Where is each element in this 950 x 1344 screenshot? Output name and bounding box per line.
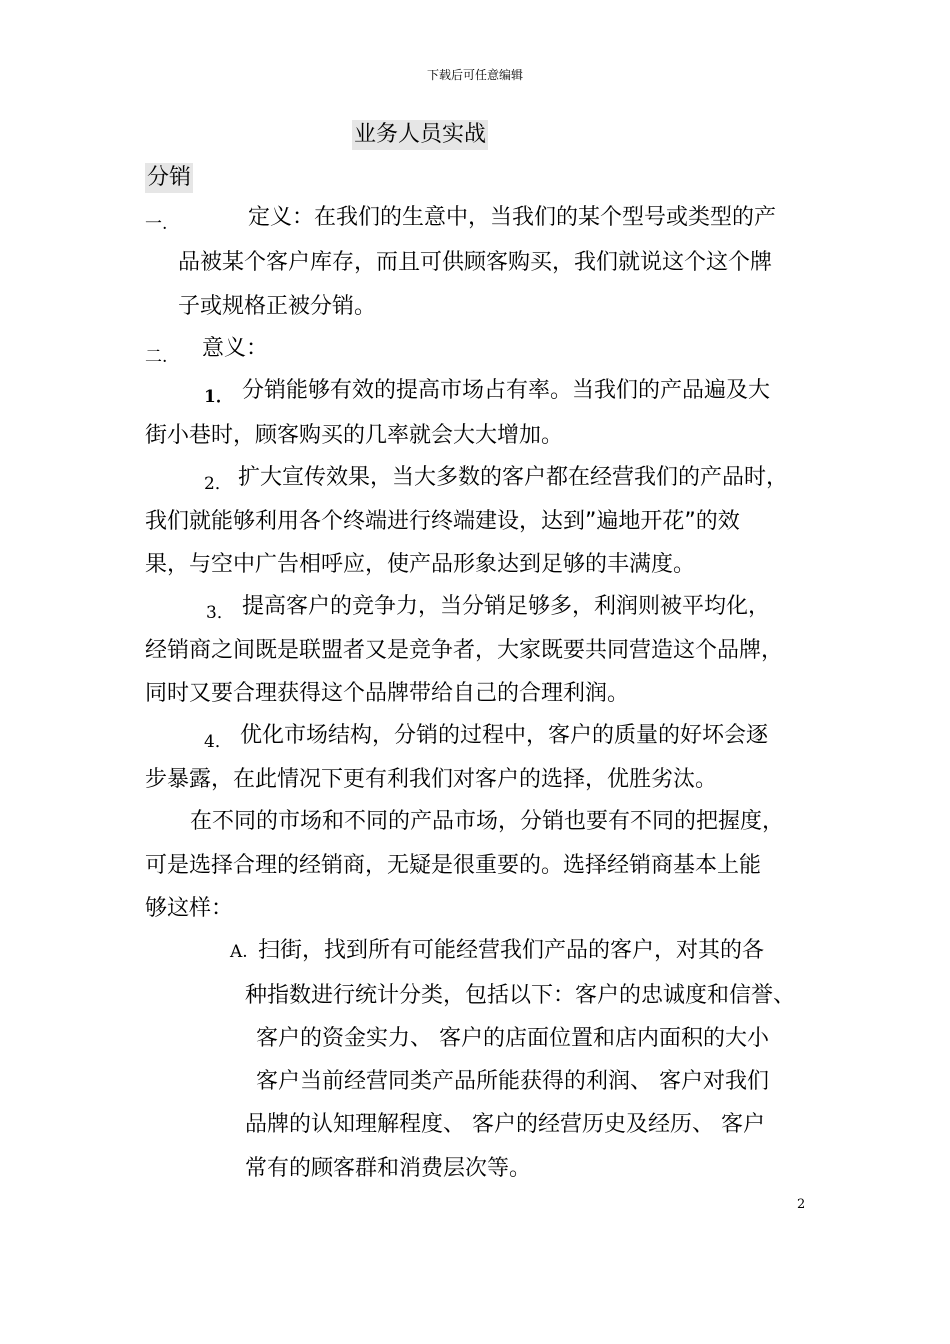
- point-4-line-2: 步暴露，在此情况下更有利我们对客户的选择，优胜劣汰。: [145, 767, 718, 792]
- point-3-line-1: 提高客户的竞争力，当分销足够多，利润则被平均化，: [242, 594, 771, 619]
- point-1-line-2: 街小巷时，顾客购买的几率就会大大增加。: [145, 423, 564, 448]
- section-heading: 分销: [145, 163, 193, 193]
- paragraph-line-1: 在不同的市场和不同的产品市场，分销也要有不同的把握度，: [190, 809, 785, 834]
- point-2-line-1: 扩大宣传效果，当大多数的客户都在经营我们的产品时，: [238, 465, 789, 490]
- page-header-note: 下载后可任意编辑: [426, 68, 523, 82]
- page-number: 2: [797, 1197, 806, 1212]
- point-4-number: 4．: [204, 732, 232, 752]
- document-title: 业务人员实战: [352, 120, 488, 150]
- item-one-line-2: 品被某个客户库存，而且可供顾客购买，我们就说这个这个牌: [178, 250, 773, 275]
- point-1-number: 1．: [204, 387, 233, 407]
- point-4-line-1: 优化市场结构，分销的过程中，客户的质量的好坏会逐: [240, 723, 769, 748]
- point-1-line-1: 分销能够有效的提高市场占有率。当我们的产品遍及大: [242, 378, 771, 403]
- item-a-line-5: 品牌的认知理解程度、 客户的经营历史及经历、 客户: [245, 1112, 765, 1137]
- item-a-marker: A.: [230, 942, 248, 962]
- item-one-line-1: 定义：在我们的生意中，当我们的某个型号或类型的产: [248, 205, 777, 230]
- item-a-line-1: 扫街，找到所有可能经营我们产品的客户，对其的各: [258, 938, 765, 963]
- point-3-line-2: 经销商之间既是联盟者又是竞争者，大家既要共同营造这个品牌，: [145, 638, 784, 663]
- point-2-line-2: 我们就能够利用各个终端进行终端建设，达到”遍地开花”的效: [145, 509, 740, 534]
- item-two-marker: 二.: [145, 347, 168, 367]
- item-one-line-3: 子或规格正被分销。: [178, 294, 377, 319]
- paragraph-line-2: 可是选择合理的经销商，无疑是很重要的。选择经销商基本上能: [145, 853, 762, 878]
- point-2-line-3: 果，与空中广告相呼应，使产品形象达到足够的丰满度。: [145, 552, 696, 577]
- item-a-line-2: 种指数进行统计分类，包括以下：客户的忠诚度和信誉、: [245, 983, 796, 1008]
- item-two-label: 意义：: [202, 336, 269, 361]
- point-2-number: 2．: [204, 474, 232, 494]
- item-a-line-3: 客户的资金实力、 客户的店面位置和店内面积的大小: [256, 1026, 769, 1051]
- point-3-line-3: 同时又要合理获得这个品牌带给自己的合理利润。: [145, 681, 630, 706]
- item-one-marker: 一.: [145, 214, 168, 234]
- point-3-number: 3．: [206, 603, 234, 623]
- item-a-line-6: 常有的顾客群和消费层次等。: [245, 1156, 532, 1181]
- item-a-line-4: 客户当前经营同类产品所能获得的利润、 客户对我们: [256, 1069, 769, 1094]
- paragraph-line-3: 够这样：: [145, 896, 234, 921]
